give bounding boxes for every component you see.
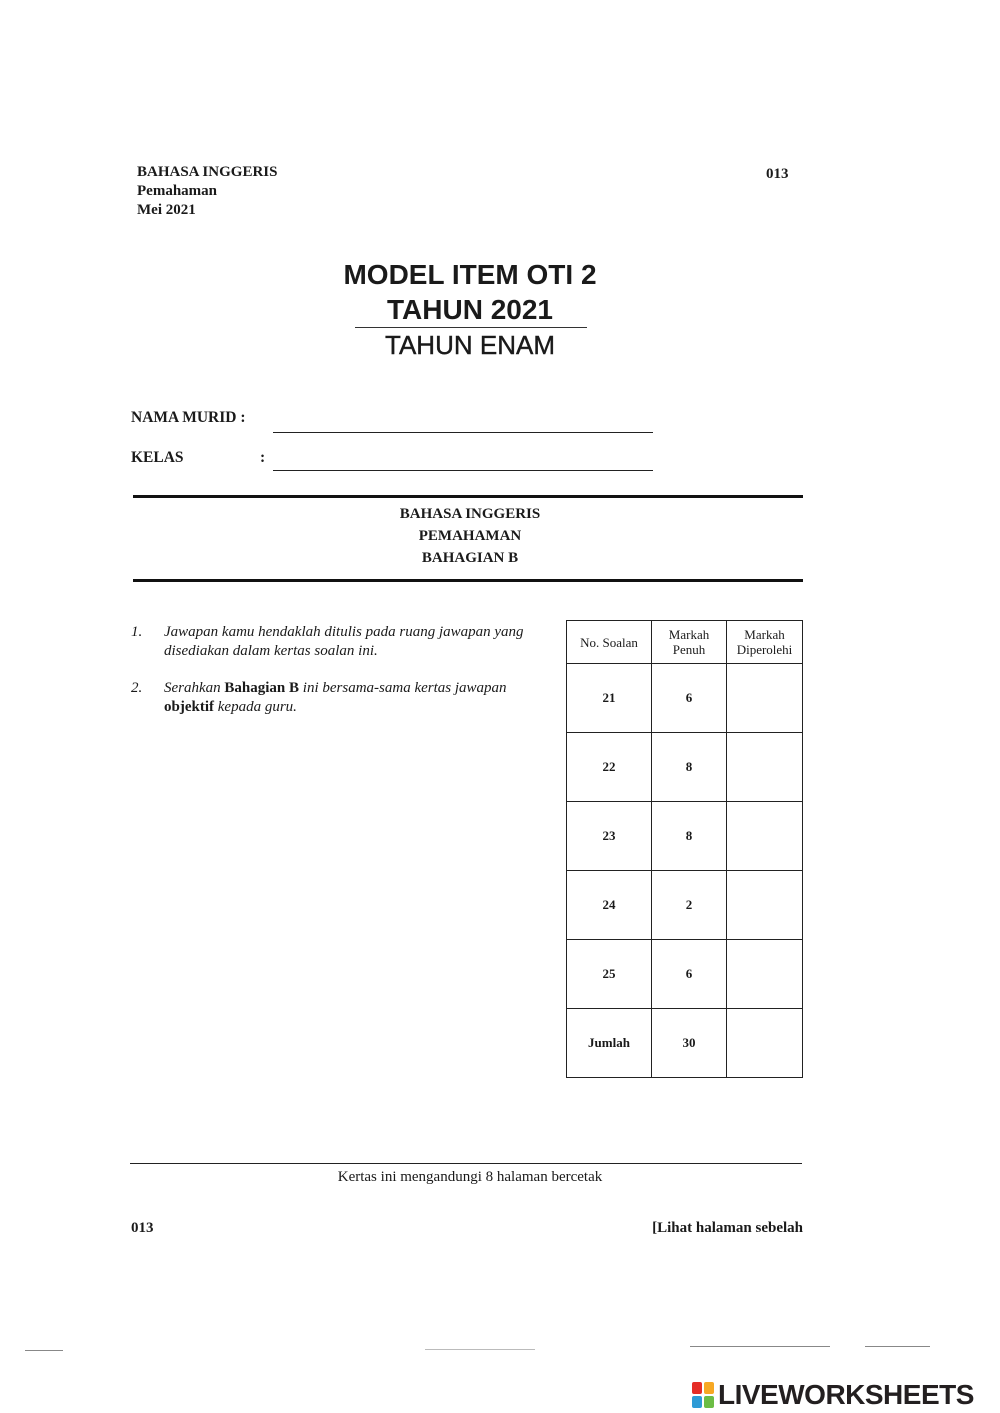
scan-artifact — [425, 1349, 535, 1350]
total-label: Jumlah — [567, 1009, 652, 1078]
footer-code: 013 — [131, 1220, 154, 1236]
instruction-bold-section: Bahagian B — [224, 680, 300, 696]
section-rule-bottom — [133, 579, 803, 582]
instruction-bold-objective: objektif — [164, 699, 214, 715]
header-marks-obtained: Markah Diperolehi — [727, 621, 803, 664]
marks-obtained-cell[interactable] — [727, 733, 803, 802]
title-line-3: TAHUN ENAM — [385, 330, 555, 360]
full-marks: 6 — [652, 940, 727, 1009]
question-number: 24 — [567, 871, 652, 940]
name-label: NAMA MURID : — [131, 409, 246, 426]
footer-page-note: Kertas ini mengandungi 8 halaman bercetak — [337, 1169, 603, 1185]
header-code: 013 — [766, 166, 789, 182]
table-row — [567, 733, 803, 802]
logo-square-red — [692, 1382, 702, 1394]
full-marks: 2 — [652, 871, 727, 940]
logo-square-green — [704, 1396, 714, 1408]
table-row — [567, 940, 803, 1009]
scan-artifact — [25, 1350, 63, 1351]
class-label: KELAS — [131, 449, 184, 466]
marks-obtained-cell[interactable] — [727, 940, 803, 1009]
liveworksheets-wordmark: LIVEWORKSHEETS — [718, 1379, 974, 1410]
full-marks: 8 — [652, 733, 727, 802]
name-input-line[interactable] — [273, 432, 653, 433]
footer-rule — [130, 1163, 802, 1164]
marks-obtained-cell[interactable] — [727, 664, 803, 733]
header-paper: Pemahaman — [137, 183, 217, 199]
scan-artifact — [690, 1346, 830, 1347]
total-obtained-cell[interactable] — [727, 1009, 803, 1078]
question-number: 21 — [567, 664, 652, 733]
question-number: 22 — [567, 733, 652, 802]
marks-table — [566, 620, 803, 1078]
instruction-1 — [131, 623, 556, 661]
header-question-no: No. Soalan — [567, 621, 652, 664]
class-colon: : — [260, 449, 266, 466]
scan-artifact — [865, 1346, 930, 1347]
class-input-line[interactable] — [273, 470, 653, 471]
header-full-marks: Markah Penuh — [652, 621, 727, 664]
header-subject: BAHASA INGGERIS — [137, 164, 278, 180]
instruction-2 — [131, 679, 556, 717]
full-marks: 8 — [652, 802, 727, 871]
table-row — [567, 664, 803, 733]
table-row — [567, 871, 803, 940]
section-line-3: BAHAGIAN B — [421, 550, 519, 566]
liveworksheets-brand — [692, 1379, 974, 1411]
header-block — [137, 163, 277, 220]
full-marks: 6 — [652, 664, 727, 733]
marks-obtained-cell[interactable] — [727, 802, 803, 871]
title-underline — [355, 327, 587, 328]
total-full-marks: 30 — [652, 1009, 727, 1078]
question-number: 23 — [567, 802, 652, 871]
question-number: 25 — [567, 940, 652, 1009]
instruction-number: 1. — [131, 624, 143, 640]
title-line-1: MODEL ITEM OTI 2 — [343, 259, 597, 290]
title-line-2: TAHUN 2021 — [387, 294, 553, 325]
instruction-text: Serahkan Bahagian B ini bersama-sama kertas jawapan objektif kepada guru. — [164, 680, 507, 715]
instruction-number: 2. — [131, 680, 143, 696]
instruction-text: Jawapan kamu hendaklah ditulis pada ruang jawapan yang disediakan dalam kertas soalan ini. — [164, 624, 524, 659]
section-line-2: PEMAHAMAN — [418, 528, 522, 544]
marks-obtained-cell[interactable] — [727, 871, 803, 940]
footer-next-page: [Lihat halaman sebelah — [652, 1220, 803, 1236]
section-line-1: BAHASA INGGERIS — [399, 506, 541, 522]
liveworksheets-logo-icon — [692, 1382, 714, 1408]
logo-square-blue — [692, 1396, 702, 1408]
header-date: Mei 2021 — [137, 202, 196, 218]
table-row — [567, 802, 803, 871]
section-rule-top — [133, 495, 803, 498]
logo-square-orange — [704, 1382, 714, 1394]
table-total-row — [567, 1009, 803, 1078]
table-header-row — [567, 621, 803, 664]
